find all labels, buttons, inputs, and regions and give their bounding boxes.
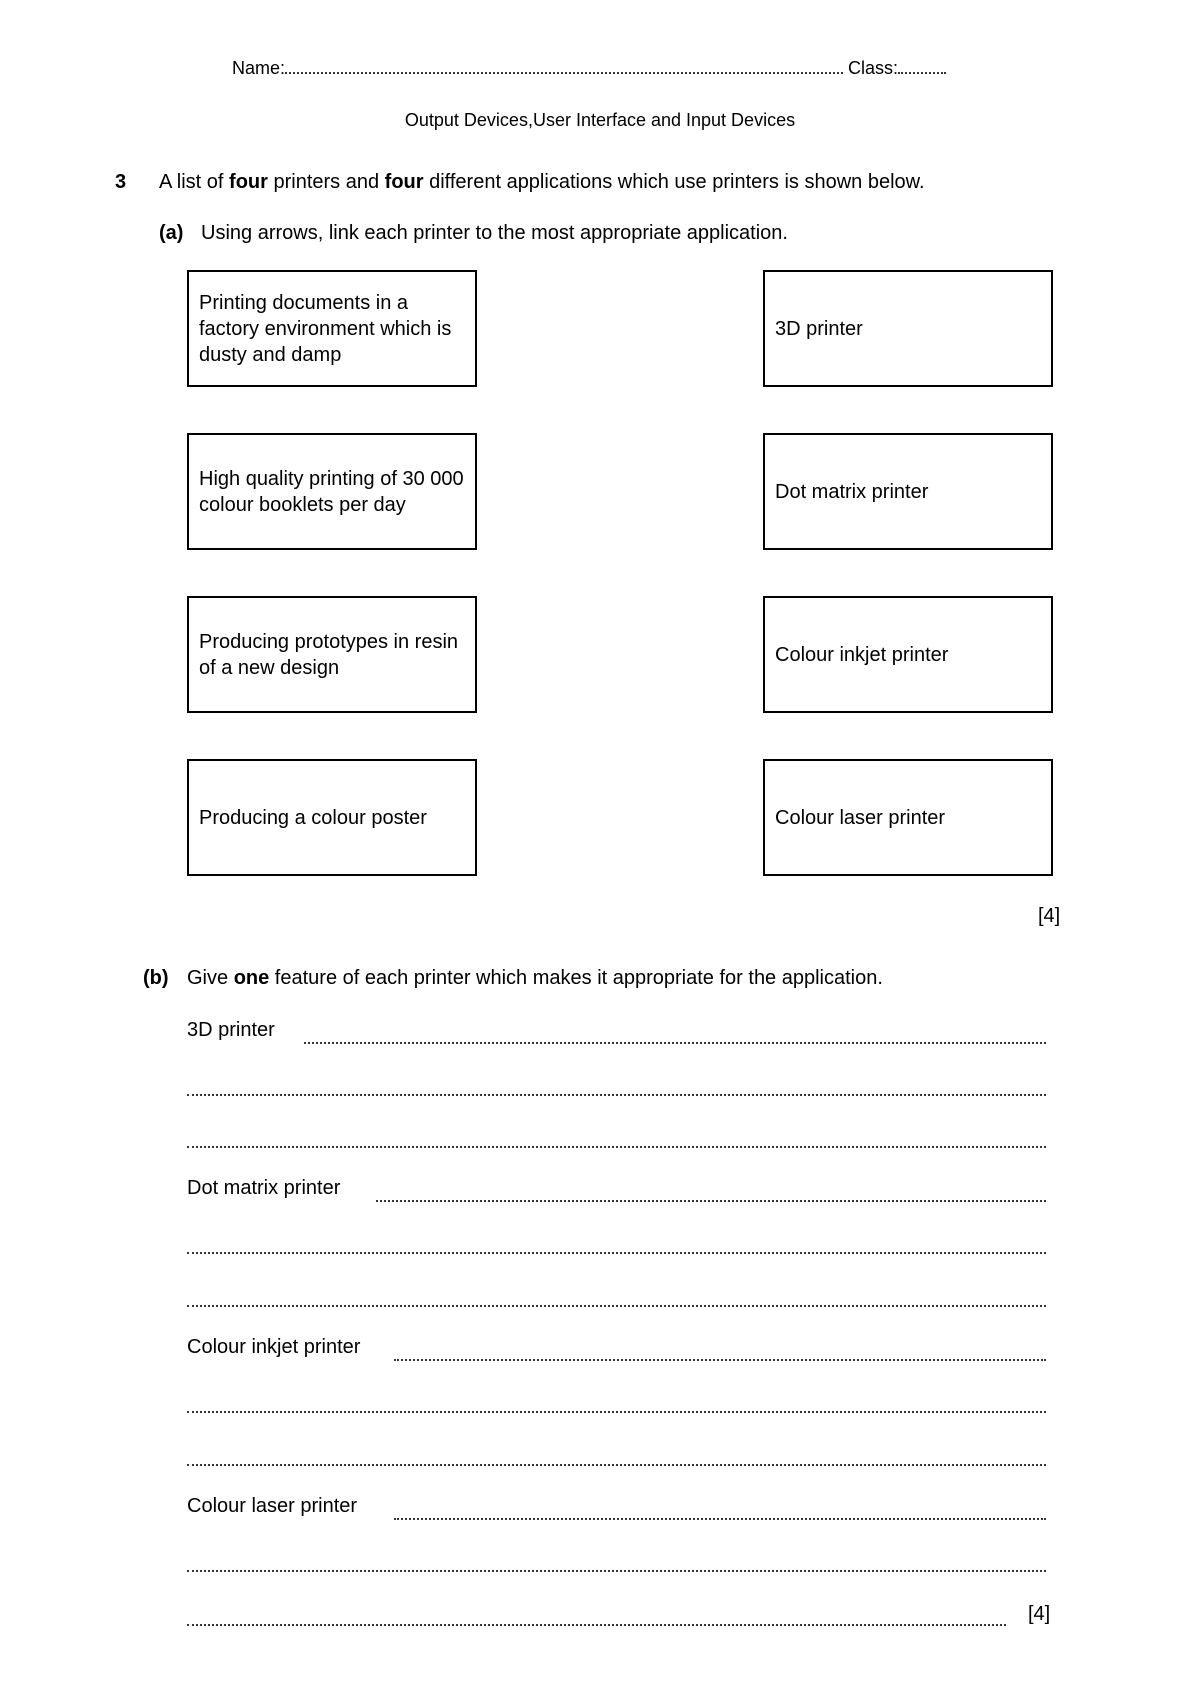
question-number: 3 bbox=[115, 171, 127, 193]
answer-label-dot-matrix: Dot matrix printer bbox=[187, 1177, 341, 1199]
worksheet-subtitle: Output Devices,User Interface and Input Devices bbox=[404, 110, 796, 130]
name-dotted-line bbox=[285, 71, 843, 74]
application-box-2[interactable]: High quality printing of 30 000 colour booklets per day bbox=[187, 433, 477, 550]
class-dotted-line bbox=[898, 71, 946, 74]
application-box-1[interactable]: Printing documents in a factory environment which is dusty and damp bbox=[187, 270, 477, 387]
answer-line[interactable] bbox=[187, 1624, 1006, 1626]
answer-line[interactable] bbox=[187, 1305, 1046, 1307]
answer-line[interactable] bbox=[304, 1042, 1046, 1044]
part-a-instruction: Using arrows, link each printer to the most appropriate application. bbox=[201, 222, 788, 244]
answer-label-colour-laser: Colour laser printer bbox=[187, 1495, 358, 1517]
printer-box-3d[interactable]: 3D printer bbox=[763, 270, 1053, 387]
part-b-marks: [4] bbox=[1028, 1603, 1051, 1625]
answer-line[interactable] bbox=[394, 1359, 1046, 1361]
answer-line[interactable] bbox=[187, 1570, 1046, 1572]
part-b-label: (b) bbox=[143, 967, 169, 989]
answer-line[interactable] bbox=[394, 1518, 1046, 1520]
answer-line[interactable] bbox=[187, 1464, 1046, 1466]
printer-box-colour-inkjet[interactable]: Colour inkjet printer bbox=[763, 596, 1053, 713]
name-field[interactable] bbox=[232, 58, 946, 79]
answer-label-3d: 3D printer bbox=[187, 1019, 275, 1041]
answer-line[interactable] bbox=[187, 1411, 1046, 1413]
answer-line[interactable] bbox=[187, 1146, 1046, 1148]
part-b-instruction: Give one feature of each printer which makes it appropriate for the application. bbox=[187, 967, 883, 989]
answer-line[interactable] bbox=[187, 1252, 1046, 1254]
answer-line[interactable] bbox=[376, 1200, 1046, 1202]
part-a-label: (a) bbox=[159, 222, 184, 244]
name-label: Name: bbox=[232, 58, 286, 78]
application-box-3[interactable]: Producing prototypes in resin of a new design bbox=[187, 596, 477, 713]
printer-box-colour-laser[interactable]: Colour laser printer bbox=[763, 759, 1053, 876]
application-box-4[interactable]: Producing a colour poster bbox=[187, 759, 477, 876]
class-label: Class: bbox=[848, 58, 899, 78]
answer-label-colour-inkjet: Colour inkjet printer bbox=[187, 1336, 361, 1358]
answer-line[interactable] bbox=[187, 1094, 1046, 1096]
question-intro: A list of four printers and four different applications which use printers is shown below. bbox=[159, 171, 925, 193]
part-a-marks: [4] bbox=[1038, 905, 1061, 927]
printer-box-dot-matrix[interactable]: Dot matrix printer bbox=[763, 433, 1053, 550]
